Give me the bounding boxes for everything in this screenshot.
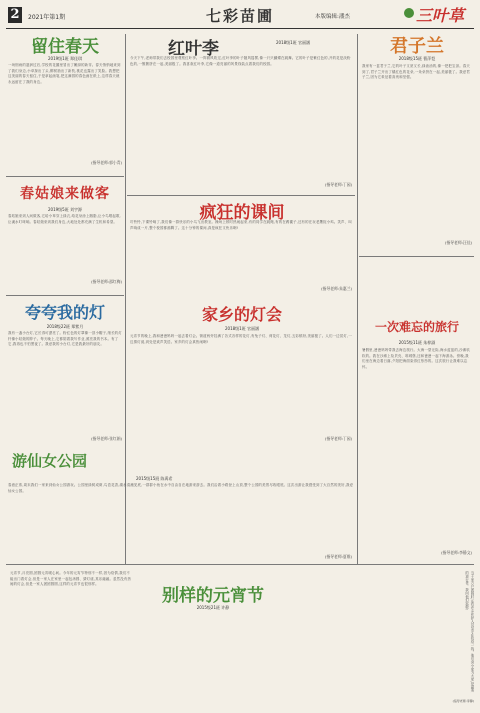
article-my-lamp [6,298,124,448]
masthead-logo [404,3,474,25]
article-body-left: 元宵节,月亮圆,团圆元宵暖心间。今年的元宵节特别不一样,因为疫情,我们不能出门看灯会,但是一家人在家里一起包汤圆、猜灯谜,其乐融融。虽然没有热闹的灯会,但是一家人团团圆圆,这样的元宵节也很别样。 [10,571,132,587]
article-red-plum [128,32,356,192]
article-teacher: (指导老师:夏维) [324,554,352,559]
article-lantern-festival [6,567,446,710]
article-body: 暑假里,爸爸妈妈带我去海边旅行。大海一望无际,海水蓝蓝的,沙滩软软的。我在沙滩上捡贝壳、堆城堡,还和爸爸一起下海游泳。傍晚,我们坐在海边看日落,夕阳把海面染得红彤彤的。这次旅行让我难以忘怀。 [362,348,470,369]
article-body: 当千家万户团圆时,还有许多医护人员坚守在抗疫一线。他们舍小家为大家,是最美的逆行者。我向他们致敬! [464,571,474,693]
article-teacher: (指导老师:李静文) [441,550,472,555]
article-title: 游仙女公园 [12,452,88,470]
article-fairy-park [6,450,356,562]
article-title: 夸夸我的灯 [24,303,105,322]
article-body: 一场细雨的滋润过后,学校的花圃里冒出了嫩绿的新芽。春天悄悄地来到了我们身边,小草探出了头,柳树抽出了新枝,桃花也露出了笑脸。我想把这美丽的春天留住,于是拿起画笔,把这满园的春色画在纸上,这样春天就永远留在了我的身边。 [8,63,121,84]
article-body: 春姑娘来到人间做客,它给小草穿上绿衣,给花朵涂上胭脂,让小鸟唱起歌,让溪水叮咚响。春姑娘来到我们身边,大地处处都充满了生机和希望。 [8,214,121,224]
article-title: 别样的元宵节 [162,586,264,606]
article-byline: 2018级1班 官丽涵 [276,40,310,45]
row-rule [6,295,124,296]
article-title: 春姑娘来做客 [20,186,110,202]
article-body: 叮铃铃,下课铃响了,我们像一群快乐的小鸟飞出教室。操场上顿时热闹起来,有的同学在跳绳,有的在踢毽子,还有的在玩老鹰捉小鸡。笑声、叫声响成一片,整个校园都沸腾了。这十分钟的课间,真是疯狂又快乐啊! [130,220,352,230]
article-byline: 2015级15班 陈禹希 [136,476,173,481]
issue-date: 2021年第1期 [28,14,66,21]
article-spring-guest [6,179,124,293]
article-teacher: (指导老师:丁园) [324,436,352,441]
article-clivia [360,32,474,254]
row-rule [127,195,355,196]
header-rule [6,28,474,29]
row-rule [359,256,474,257]
article-body: 我家有一盆君子兰,它的叶子又宽又长,绿油油的,像一把把宝剑。春天到了,君子兰开出了橘红色的花朵,一朵朵挤在一起,美丽极了。我爱君子兰,因为它象征着高贵和坚强。 [362,64,470,80]
article-body-mid [138,615,288,703]
article-title: 红叶李 [168,39,219,59]
article-body: 元宵节的晚上,我和爸爸妈妈一起去看灯会。街道两旁挂满了各式各样的花灯,有兔子灯、荷花灯、龙灯,五彩缤纷,美丽极了。人们一边赏灯,一边猜灯谜,到处是欢声笑语。家乡的灯会真热闹啊! [130,334,352,344]
article-body: 我有一盏小台灯,它长得可漂亮了。粉红色的灯罩像一顶小帽子,细长的灯杆像小姑娘的脖子。每天晚上,它都陪着我写作业,照亮我的书本。有了它,我再也不怕黑夜了。我爱我的小台灯,它是我最好的朋友。 [8,331,122,347]
article-title: 家乡的灯会 [201,305,282,324]
article-teacher: (指导老师:邵红梅) [91,279,122,284]
article-title: 疯狂的课间 [199,203,285,223]
article-title: 一次难忘的旅行 [374,320,459,334]
article-title: 留住春天 [31,37,99,57]
page-editor: 本版编辑:潘杰 [315,14,350,20]
page-number: 2 [10,7,20,22]
article-teacher: (指导老师:张红娟) [91,436,122,441]
article-byline: 2019级5班 刘宇源 [48,207,82,212]
article-spring [6,32,124,174]
column-rule [357,34,358,564]
article-lantern-fair [128,300,356,448]
article-byline: 2015级11班 朱梓淑 [398,340,436,345]
article-body: 今天下午,老师带我们去校园里观察红叶李。一阵微风吹过,红叶李的叶子随风摇摆,像一只只蝴蝶在跳舞。它的叶子是紫红色的,开的花是淡粉色的,一簇簇挤在一起,美丽极了。我喜欢红叶李,它像一道亮丽的风景线装点着我们的校园。 [130,56,351,66]
article-side-column [446,567,474,710]
article-byline: 2018级22班 郑紫月 [46,324,84,329]
article-teacher: (指导老师:丁园) [324,182,352,187]
article-teacher: (指导老师:朱惠兰) [321,286,352,291]
section-title: 七彩苗圃 [205,7,274,25]
article-byline: 2019级1班 郑佳琪 [48,56,82,61]
article-teacher: (指导老师:汪佳) [444,240,472,245]
article-title: 君子兰 [390,36,444,57]
row-rule [6,564,474,565]
article-trip [360,258,474,562]
article-byline: 2015级21班 许静 [196,605,230,610]
article-teacher: (指导老师:郭小青) [91,160,122,165]
row-rule [6,176,124,177]
clover-icon [404,8,414,18]
page-header [0,0,480,30]
article-teacher: (指导老师:李静) [452,699,474,703]
article-byline: 2018级1班 官丽涵 [225,326,259,331]
article-body-right [296,571,444,703]
article-byline: 2018级15班 曹萍恺 [398,56,436,61]
masthead-text: 三叶草 [416,6,465,25]
article-body: 春意正浓,周末我们一家来到仙女公园游玩。公园里绿树成荫,鸟语花香,湖水清澈见底,一群群小鱼在水中自由自在地游来游去。我们沿着小路登上山顶,整个公园的美景尽收眼底。这次出游让我感受到了大自然的美好,我爱仙女公园。 [8,483,354,493]
article-crazy-break [128,198,356,298]
